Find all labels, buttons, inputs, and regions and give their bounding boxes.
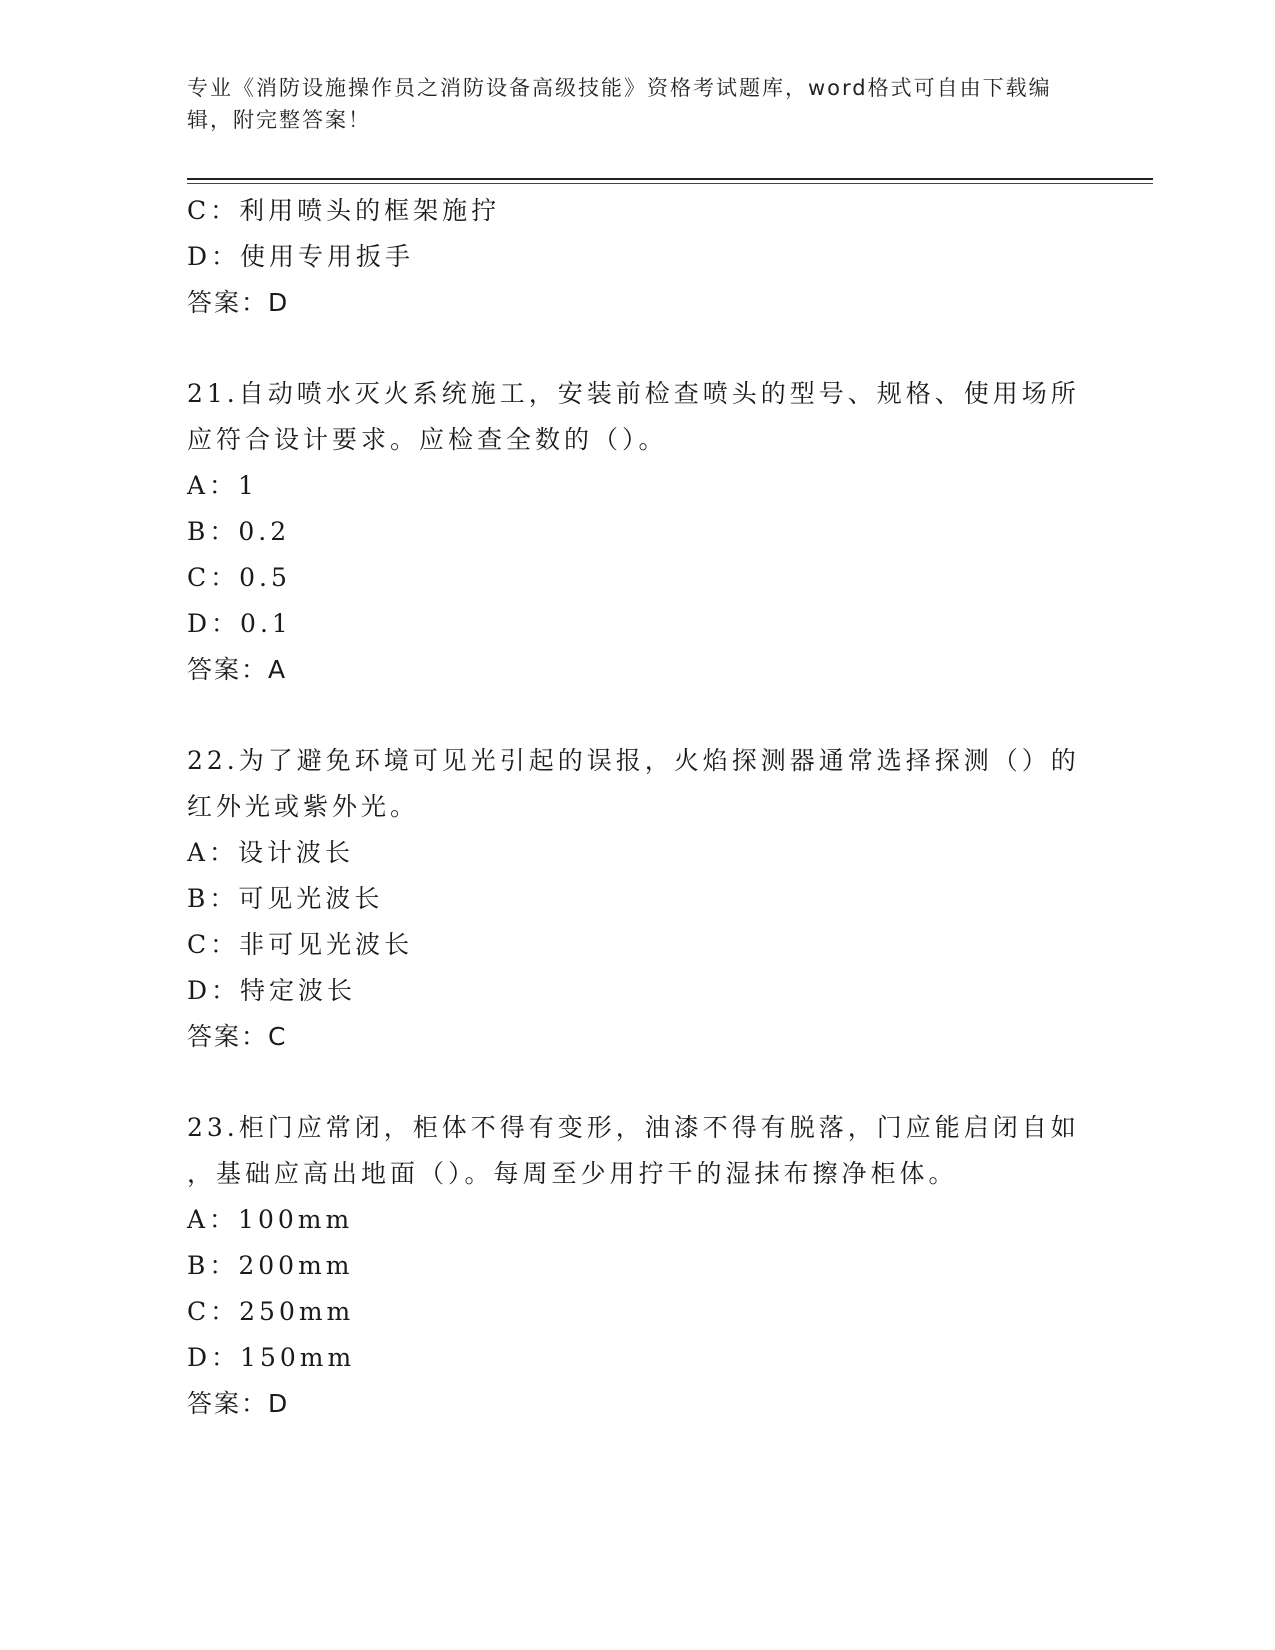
option-c: C：非可见光波长	[187, 930, 414, 959]
question-content	[187, 188, 1087, 1427]
document-header	[187, 72, 1077, 136]
question-stem-line: ，基础应高出地面（）。每周至少用拧干的湿抹布擦净柜体。	[187, 1159, 958, 1188]
option-a: A：设计波长	[187, 838, 355, 867]
answer-line: 答案：A	[187, 655, 288, 684]
question-stem-line: 22.为了避免环境可见光引起的误报，火焰探测器通常选择探测（）的	[187, 746, 1080, 775]
option-a: A：1	[187, 471, 258, 500]
option-d: D：0.1	[187, 609, 292, 638]
option-a: A：100mm	[187, 1205, 354, 1234]
question-21	[187, 371, 1087, 693]
question-22	[187, 738, 1087, 1060]
question-stem-line: 应符合设计要求。应检查全数的（）。	[187, 425, 668, 454]
header-text: 专业《消防设施操作员之消防设备高级技能》资格考试题库，word格式可自由下载编辑，附完整答案！	[187, 76, 1052, 132]
option-c: C：250mm	[187, 1297, 355, 1326]
option-d: D：150mm	[187, 1343, 356, 1372]
previous-question-tail	[187, 188, 1087, 326]
header-rule-thin	[187, 183, 1153, 184]
option-c: C：0.5	[187, 563, 291, 592]
option-d: D：使用专用扳手	[187, 242, 415, 271]
question-stem-line: 23.柜门应常闭，柜体不得有变形，油漆不得有脱落，门应能启闭自如	[187, 1113, 1080, 1142]
option-d: D：特定波长	[187, 976, 357, 1005]
option-b: B：200mm	[187, 1251, 354, 1280]
option-b: B：可见光波长	[187, 884, 384, 913]
answer-line: 答案：D	[187, 1389, 290, 1418]
question-stem-line: 红外光或紫外光。	[187, 792, 420, 821]
option-b: B：0.2	[187, 517, 291, 546]
option-c: C：利用喷头的框架施拧	[187, 196, 501, 225]
question-23	[187, 1105, 1087, 1427]
header-rule-thick	[187, 178, 1153, 180]
answer-line: 答案：C	[187, 1022, 288, 1051]
answer-line: 答案：D	[187, 288, 290, 317]
question-stem-line: 21.自动喷水灭火系统施工，安装前检查喷头的型号、规格、使用场所	[187, 379, 1080, 408]
